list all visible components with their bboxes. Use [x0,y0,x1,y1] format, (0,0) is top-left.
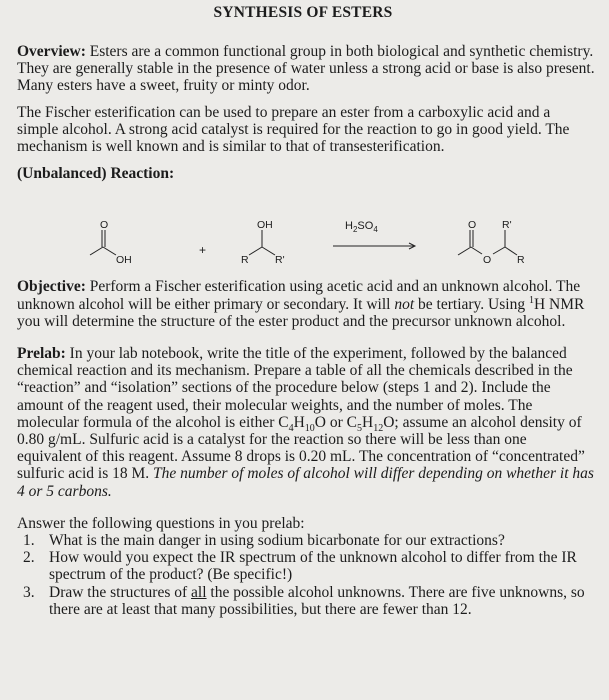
reaction-arrow [333,243,415,249]
question-number: 3. [23,583,35,601]
alcohol-oh-label: OH [257,219,273,232]
objective-not: not [394,295,415,313]
acetic-acid-structure [90,230,116,255]
reaction-diagram [17,184,595,277]
question-text: the possible alcohol unknowns. There are five unknowns, so there are at least that many possibilities, but there are fewer than 12. [49,583,585,618]
prelab-italic-note: The number of moles of alcohol will differ depending on whether it has 4 or 5 carbons. [17,465,594,500]
formula-sub: 5 [357,422,362,434]
overview-label: Overview: [17,43,86,60]
alcohol-r-label: R [241,254,249,267]
plus-sign: + [199,243,207,258]
objective-text-3: H NMR you will determine the structure of the ester product and the precursor unknown alcohol. [17,295,585,330]
alcohol-r2-label: R' [275,254,285,267]
list-item [23,532,595,549]
answer-intro: Answer the following questions in you prelab: [17,514,305,532]
formula-part: H [362,413,374,431]
acid-oh-label: OH [116,254,132,267]
ester-r2-label: R' [502,219,512,232]
formula-part: O or C [314,413,357,431]
formula-part: H [293,413,305,431]
prelab-paragraph [17,345,595,500]
nmr-superscript: 1 [528,294,534,306]
formula-sub: 12 [373,422,384,434]
objective-text-1: Perform a Fischer esterification using acetic acid and an unknown alcohol. The unknown alcohol will be either primary or secondary. It will [17,278,581,313]
objective-label: Objective: [17,278,86,296]
prelab-text-2: O; assume an alcohol density of 0.80 g/mL. Sulfuric acid is a catalyst for the reaction so there will be less than one equivalent of this reagent. Assume 8 drops is 0.20 mL. The concentration of “concentrated” sulfuric acid is 18 M. [17,413,585,483]
question-list [17,532,595,618]
ester-r-label: R [517,254,525,267]
question-number: 2. [23,549,35,567]
underlined-all: all [191,583,207,601]
question-number: 1. [23,532,35,550]
overview-text: Esters are a common functional group in both biological and synthetic chemistry. They are generally stable in the presence of water unless a strong acid or base is also present. Many esters have a sweet, fruity or minty odor. [17,43,595,95]
fischer-paragraph: The Fischer esterification can be used to prepare an ester from a carboxylic acid and a simple alcohol. A strong acid catalyst is required for the reaction to go in good yield. The mechanism is well known and is similar to that of transesterification. [17,103,570,156]
page-title: SYNTHESIS OF ESTERS [213,4,393,21]
objective-text-2: be tertiary. Using [414,295,529,313]
ester-structure [458,230,517,255]
ester-carbonyl-o: O [468,219,477,232]
list-item [23,549,595,583]
question-text: How would you expect the IR spectrum of the unknown alcohol to differ from the IR spectrum of the product? (Be specific!) [49,549,577,584]
objective-paragraph [17,278,595,330]
reaction-scheme [17,184,595,277]
question-text: Draw the structures of [49,583,192,601]
formula-sub: 4 [288,422,294,434]
reaction-heading: (Unbalanced) Reaction: [17,165,175,183]
prelab-text-1: In your lab notebook, write the title of the experiment, followed by the balanced chemical reaction and its mechanism. Prepare a table of all the chemicals described in the “reaction” and “isolation” sections of the procedure below (steps 1 and 2). Include the amount of the reagent used, their molecular weights, and the number of moles. The molecular formula of the alcohol is either C [17,345,573,431]
catalyst-label: $H_2SO_4$ [345,220,378,235]
formula-sub: 10 [304,422,315,434]
question-text: What is the main danger in using sodium bicarbonate for our extractions? [49,532,505,550]
prelab-label: Prelab: [17,345,66,363]
list-item [23,584,595,618]
ester-oxygen-label: O [483,254,492,267]
acid-carbonyl-o: O [100,219,109,232]
alcohol-structure [249,230,275,255]
overview-paragraph [17,43,595,95]
